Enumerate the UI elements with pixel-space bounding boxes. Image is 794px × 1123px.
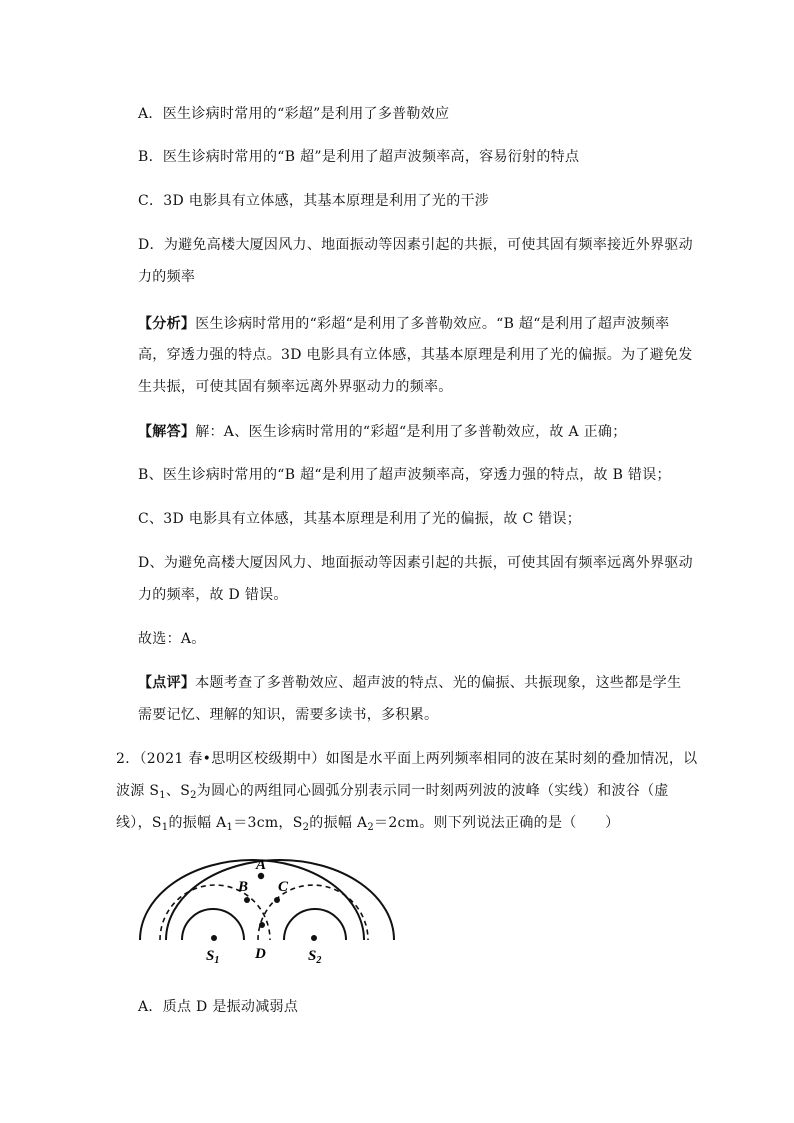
question2-option-a: A．质点 D 是振动减弱点 xyxy=(138,999,299,1015)
q2-text: ＝3cm，S xyxy=(233,815,303,831)
label-s2: $S_2$ xyxy=(308,948,322,966)
q2-sub: 2 xyxy=(190,790,197,801)
answer-line3: C、3D 电影具有立体感，其基本原理是利用了光的偏振，故 C 错误； xyxy=(138,511,582,527)
comment-label: 【点评】 xyxy=(138,675,196,691)
label-s1: $S_1$ xyxy=(206,948,220,966)
q2-text: ＝2cm。则下列说法正确的是（ ） xyxy=(374,815,620,831)
point-c xyxy=(274,897,280,903)
q2-text: 线），S xyxy=(116,815,162,831)
analysis-line2: 高，穿透力强的特点。3D 电影具有立体感，其基本原理是利用了光的偏振。为了避免发 xyxy=(138,347,693,363)
analysis-label: 【分析】 xyxy=(138,316,196,332)
answer-line4: D、为避免高楼大厦因风力、地面振动等因素引起的共振，可使其固有频率远离外界驱动 xyxy=(138,555,693,571)
wave-interference-diagram xyxy=(130,848,400,973)
label-a: A xyxy=(256,857,267,873)
option-b: B．医生诊病时常用的“B 超”是利用了超声波频率高，容易衍射的特点 xyxy=(138,149,580,165)
answer-line5: 力的频率，故 D 错误。 xyxy=(138,587,288,603)
comment-line1 xyxy=(138,674,698,692)
option-c: C．3D 电影具有立体感，其基本原理是利用了光的干涉 xyxy=(138,193,490,209)
trough-arc-s1 xyxy=(160,885,270,940)
option-d-line2: 力的频率 xyxy=(138,269,196,285)
comment-line2: 需要记忆、理解的知识，需要多读书，多积累。 xyxy=(138,707,439,723)
q2-sub: 1 xyxy=(226,822,234,833)
source-s2 xyxy=(311,935,317,941)
label-c: C xyxy=(278,879,289,895)
q2-sub: 2 xyxy=(302,822,310,833)
question2-line1: 2．（2021 春•思明区校级期中）如图是水平面上两列频率相同的波在某时刻的叠加情况，以 xyxy=(116,751,698,767)
analysis-line1 xyxy=(138,315,698,333)
answer-line1 xyxy=(138,423,698,441)
q2-sub: 2 xyxy=(367,822,375,833)
option-a: A．医生诊病时常用的“彩超”是利用了多普勒效应 xyxy=(138,106,450,122)
point-b xyxy=(244,897,250,903)
q2-sub: 1 xyxy=(161,822,169,833)
answer-line2: B、医生诊病时常用的“B 超“是利用了超声波频率高，穿透力强的特点，故 B 错误； xyxy=(138,467,671,483)
label-d: D xyxy=(255,946,266,962)
question2-line2 xyxy=(116,782,676,805)
point-a xyxy=(258,873,264,879)
q2-text: 为圆心的两组同心圆弧分别表示同一时刻两列波的波峰（实线）和波谷（虚 xyxy=(196,783,669,799)
analysis-line3: 生共振，可使其固有频率远离外界驱动力的频率。 xyxy=(138,379,453,395)
q2-text: 、S xyxy=(165,783,191,799)
comment-text: 本题考查了多普勒效应、超声波的特点、光的偏振、共振现象，这些都是学生 xyxy=(195,675,682,691)
q2-text: 的振幅 A xyxy=(309,815,368,831)
question2-line3 xyxy=(116,814,676,837)
q2-text: 波源 S xyxy=(116,783,160,799)
answer-text: 解：A、医生诊病时常用的“彩超“是利用了多普勒效应，故 A 正确； xyxy=(195,424,627,440)
source-s1 xyxy=(211,935,217,941)
answer-label: 【解答】 xyxy=(138,424,196,440)
answer-choice: 故选：A。 xyxy=(138,631,206,647)
label-b: B xyxy=(238,879,249,895)
trough-arc-s2 xyxy=(258,885,368,940)
point-d xyxy=(259,922,265,928)
analysis-text: 医生诊病时常用的“彩超“是利用了多普勒效应。“B 超“是利用了超声波频率 xyxy=(195,316,670,332)
option-d-line1: D．为避免高楼大厦因风力、地面振动等因素引起的共振，可使其固有频率接近外界驱动 xyxy=(138,237,693,253)
q2-sub: 1 xyxy=(159,790,166,801)
q2-text: 的振幅 A xyxy=(168,815,227,831)
